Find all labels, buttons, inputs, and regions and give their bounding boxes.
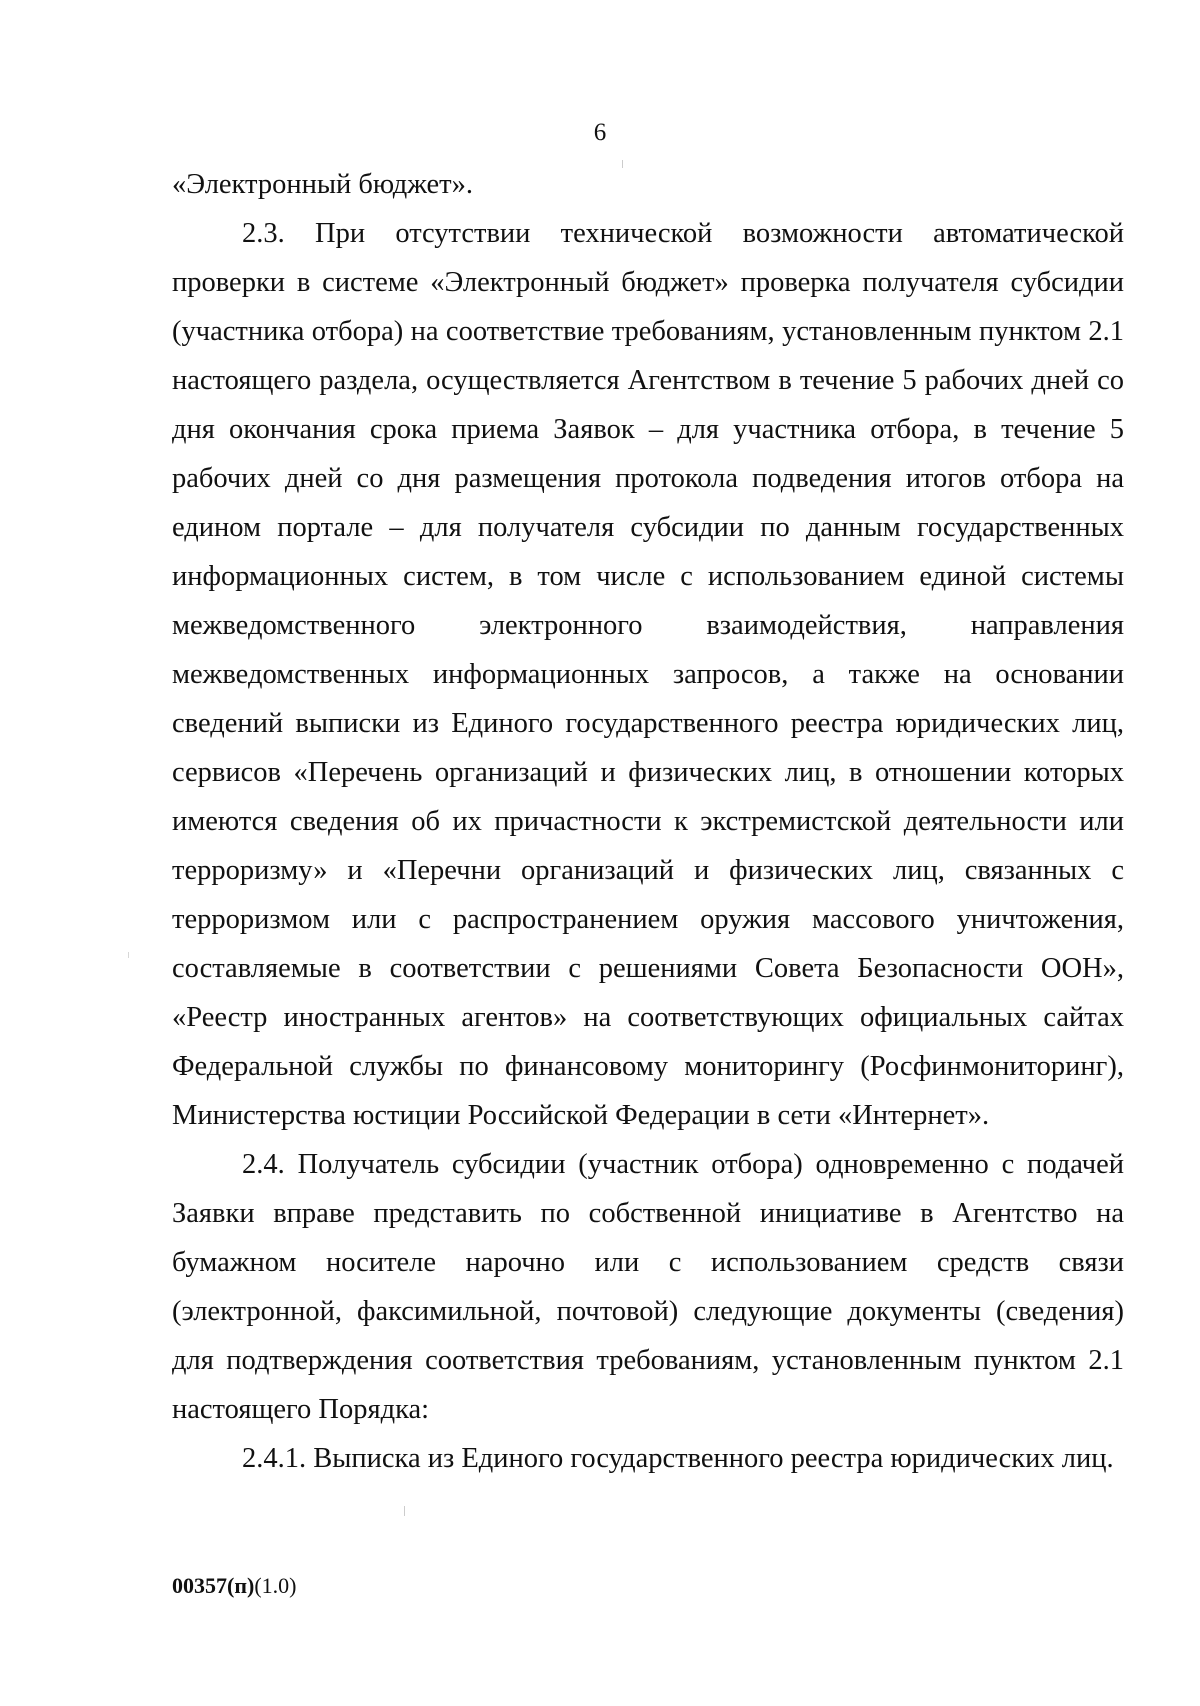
page-number: 6 bbox=[593, 119, 607, 146]
document-body bbox=[172, 160, 1124, 1483]
paragraph-2-4: 2.4. Получатель субсидии (участник отбора) одновременно с подачей Заявки вправе представить по собственной инициативе в Агентство на бумажном носителе нарочно или с использованием средств связи (электронной, факсимильной, почтовой) следующие документы (сведения) для подтверждения соответствия требованиям, установленным пунктом 2.1 настоящего Порядка: bbox=[172, 1149, 1124, 1425]
scan-speck bbox=[404, 1506, 405, 1516]
scan-speck bbox=[128, 952, 129, 958]
document-code bbox=[172, 1572, 296, 1600]
document-code-version: (1.0) bbox=[254, 1573, 297, 1598]
scan-speck bbox=[622, 160, 623, 168]
document-code-id: 00357(п) bbox=[172, 1573, 255, 1598]
paragraph-2-4-1: 2.4.1. Выписка из Единого государственного реестра юридических лиц. bbox=[242, 1443, 1114, 1474]
paragraph-2-3: 2.3. При отсутствии технической возможности автоматической проверки в системе «Электронный бюджет» проверка получателя субсидии (участника отбора) на соответствие требованиям, установленным пунктом 2.1 настоящего раздела, осуществляется Агентством в течение 5 рабочих дней со дня окончания срока приема Заявок – для участника отбора, в течение 5 рабочих дней со дня размещения протокола подведения итогов отбора на едином портале – для получателя субсидии по данным государственных информационных систем, в том числе с использованием единой системы межведомственного электронного взаимодействия, направления межведомственных информационных запросов, а также на основании сведений выписки из Единого государственного реестра юридических лиц, сервисов «Перечень организаций и физических лиц, в отношении которых имеются сведения об их причастности к экстремистской деятельности или терроризму» и «Перечни организаций и физических лиц, связанных с терроризмом или с распространением оружия массового уничтожения, составляемые в соответствии с решениями Совета Безопасности ООН», «Реестр иностранных агентов» на соответствующих официальных сайтах Федеральной службы по финансовому мониторингу (Росфинмониторинг), Министерства юстиции Российской Федерации в сети «Интернет». bbox=[172, 218, 1124, 1131]
paragraph-continuation: «Электронный бюджет». bbox=[172, 169, 474, 200]
